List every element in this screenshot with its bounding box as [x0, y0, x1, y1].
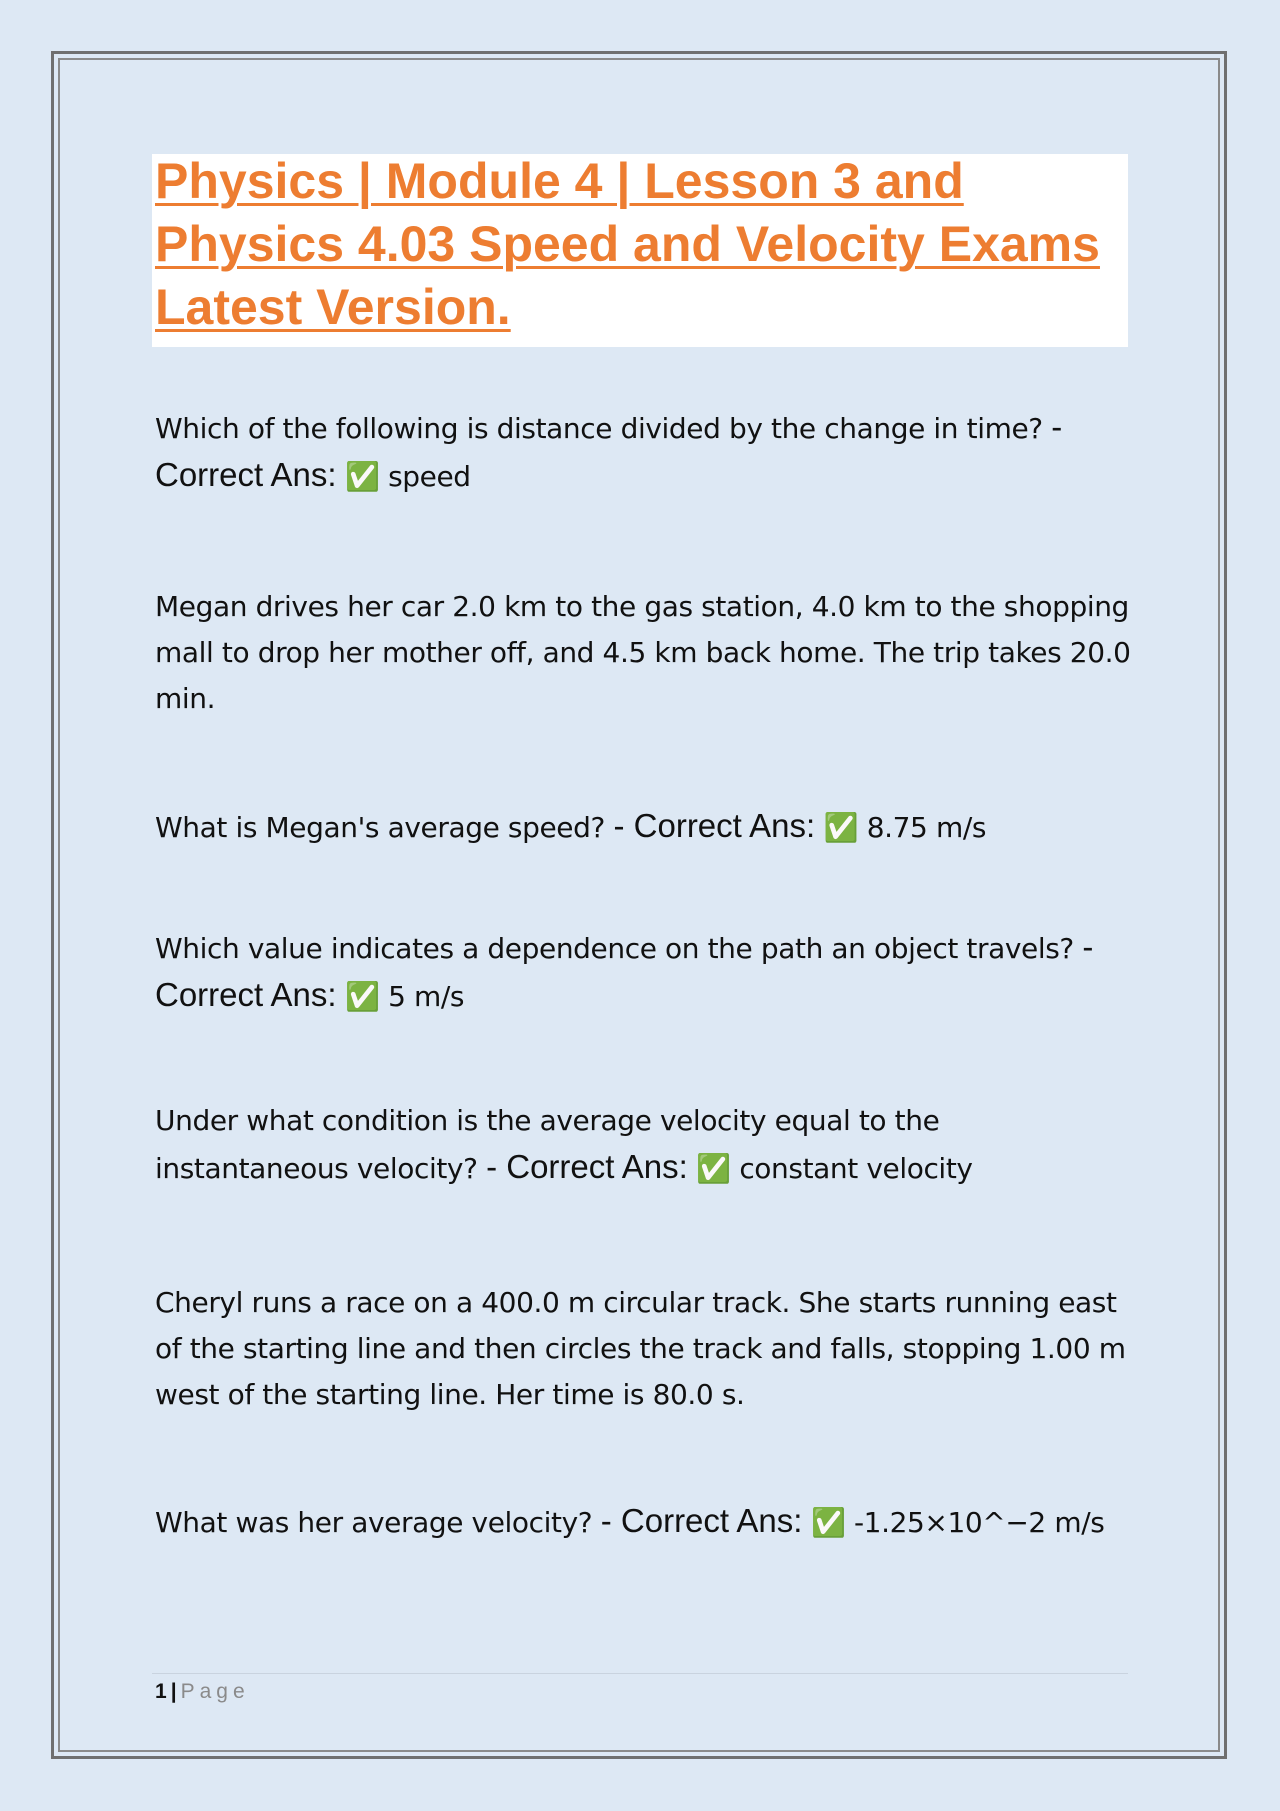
check-mark-icon: ✅	[823, 811, 859, 844]
check-mark-icon: ✅	[345, 460, 380, 493]
question-4-answer: constant velocity	[739, 1152, 973, 1185]
page-number: 1	[155, 1680, 167, 1703]
question-5	[155, 1498, 1140, 1546]
question-3-answer-label: - Correct Ans:	[155, 928, 1094, 1013]
check-mark-icon: ✅	[696, 1152, 731, 1185]
check-mark-icon: ✅	[345, 980, 380, 1013]
scenario-megan	[155, 584, 1140, 722]
question-4	[155, 1098, 1140, 1192]
question-4-answer-label: - Correct Ans:	[486, 1148, 688, 1185]
scenario-cheryl	[155, 1280, 1140, 1418]
question-4-text: Under what condition is the average velocity equal to the instantaneous velocity?	[155, 1104, 940, 1185]
question-1	[155, 404, 1140, 500]
question-3-answer: 5 m/s	[388, 980, 465, 1013]
question-1-answer: speed	[388, 460, 471, 493]
question-3	[155, 924, 1140, 1020]
question-3-text: Which value indicates a dependence on the path an object travels?	[155, 932, 1074, 965]
question-2	[155, 803, 1140, 851]
question-5-answer: -1.25×10^−2 m/s	[853, 1506, 1105, 1539]
question-2-answer-label: - Correct Ans:	[613, 807, 816, 844]
scenario-megan-text: Megan drives her car 2.0 km to the gas station, 4.0 km to the shopping mall to drop her mother off, and 4.5 km back home. The trip takes 20.0 min.	[155, 590, 1131, 715]
question-2-answer: 8.75 m/s	[866, 811, 987, 844]
question-2-text: What is Megan's average speed?	[155, 811, 605, 844]
page-label: Page	[180, 1680, 250, 1703]
question-5-answer-label: - Correct Ans:	[600, 1502, 803, 1539]
question-1-answer-label: - Correct Ans:	[155, 408, 1063, 493]
footer-divider	[152, 1673, 1128, 1674]
document-title: Physics | Module 4 | Lesson 3 and Physics 4.03 Speed and Velocity Exams Latest Version.	[155, 153, 1100, 335]
question-5-text: What was her average velocity?	[155, 1506, 593, 1539]
footer-separator: |	[170, 1680, 177, 1703]
page-footer	[155, 1680, 250, 1704]
check-mark-icon: ✅	[810, 1506, 846, 1539]
scenario-cheryl-text: Cheryl runs a race on a 400.0 m circular track. She starts running east of the starting line and then circles the track and falls, stopping 1.00 m west of the starting line. Her time is 80.0 s.	[155, 1286, 1126, 1411]
question-1-text: Which of the following is distance divided by the change in time?	[155, 412, 1043, 445]
